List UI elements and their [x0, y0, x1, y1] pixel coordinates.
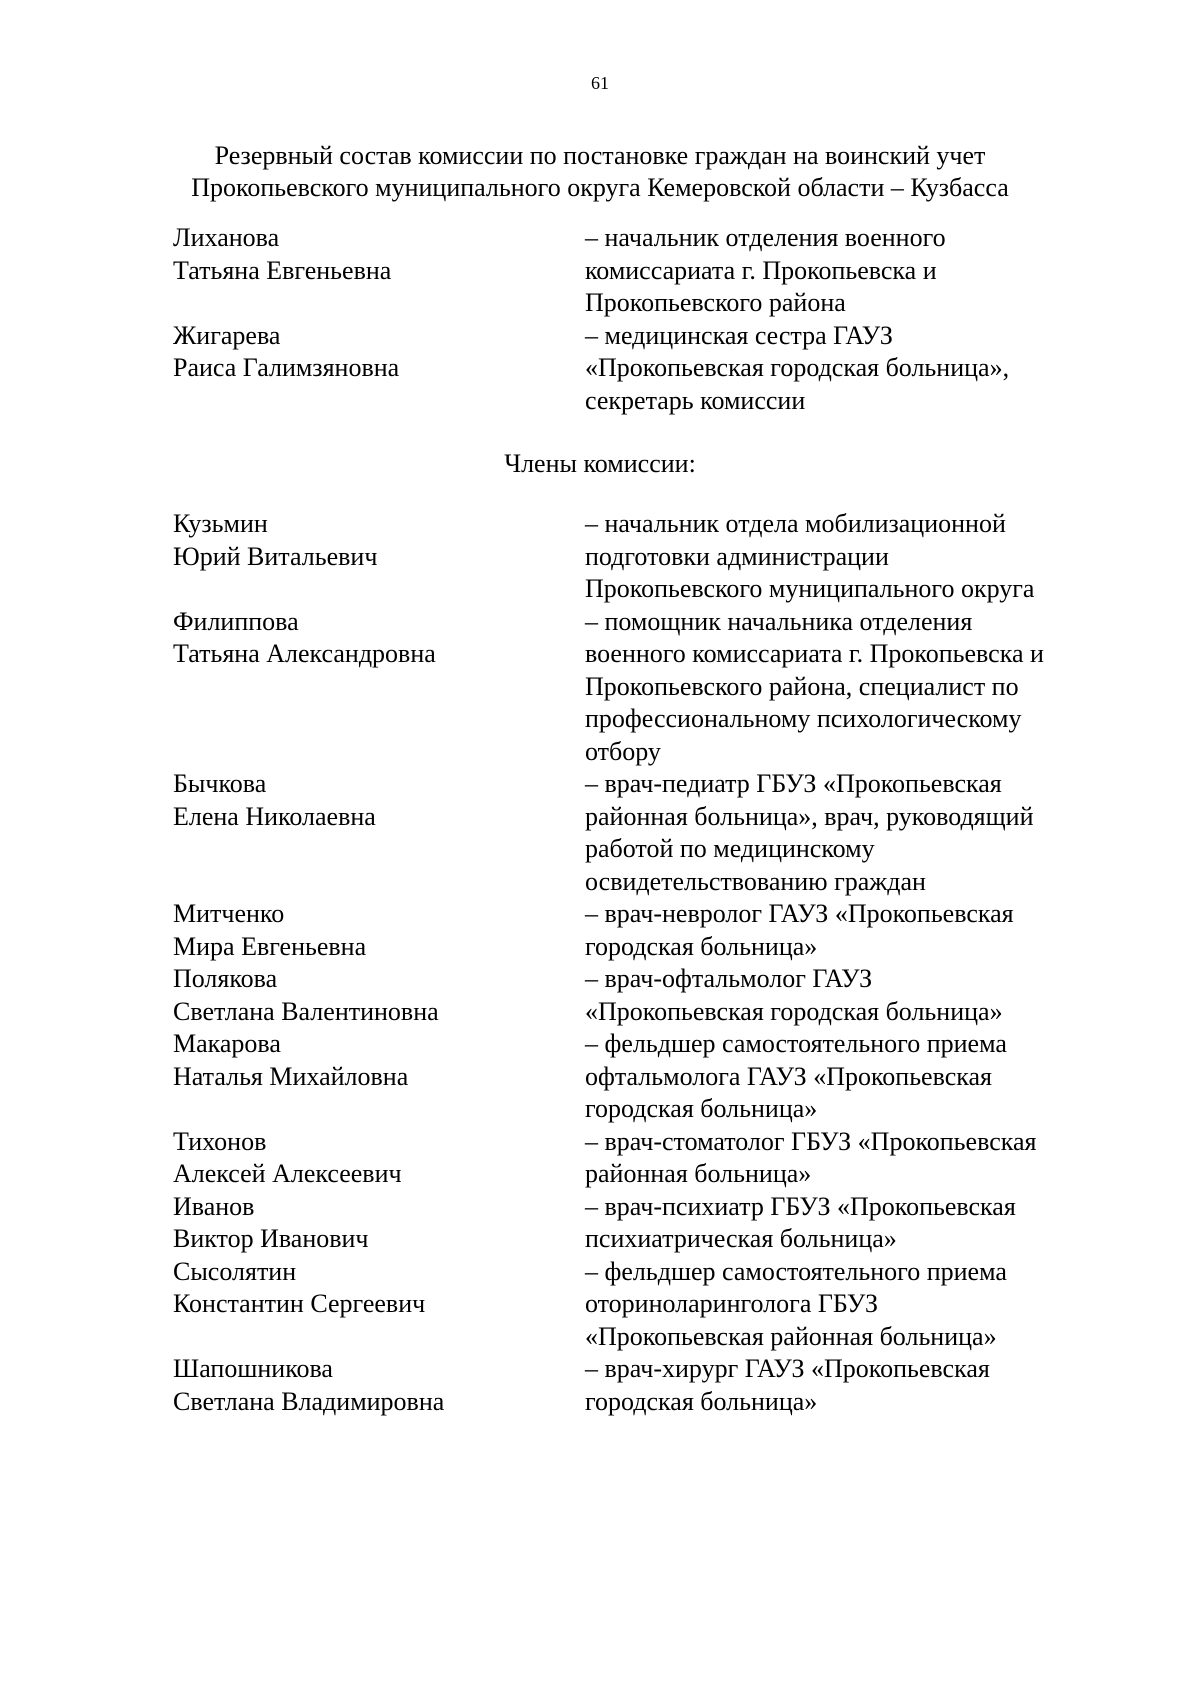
role-line: районная больница»: [585, 1159, 812, 1188]
person-name: [173, 1028, 585, 1126]
person-role: [585, 1028, 1108, 1126]
role-line: – врач-невролог ГАУЗ «Прокопьевская: [585, 899, 1014, 928]
role-line: «Прокопьевская городская больница»: [585, 996, 1003, 1026]
role-line: Прокопьевского района, специалист по: [585, 671, 1019, 701]
person-surname: Полякова: [173, 964, 278, 993]
title-line-2: Прокопьевского муниципального округа Кемеровской области – Кузбасса: [191, 173, 1009, 202]
person-name: [173, 320, 585, 418]
role-line: «Прокопьевская районная больница»: [585, 1321, 997, 1351]
members-heading: Члены комиссии:: [504, 449, 696, 478]
role-line: – врач-психиатр ГБУЗ «Прокопьевская: [585, 1191, 1016, 1221]
role-line: – фельдшер самостоятельного приема: [585, 1029, 1007, 1058]
person-given-name: Раиса Галимзяновна: [173, 353, 400, 382]
person-entry: [173, 1256, 1108, 1354]
title-line-1: Резервный состав комиссии по постановке граждан на воинский учет: [214, 141, 986, 170]
person-entry: [173, 320, 1108, 418]
role-line: профессиональному психологическому: [585, 704, 1022, 733]
document-title: [100, 140, 1100, 204]
role-line: – помощник начальника отделения: [585, 606, 973, 636]
person-entry: [173, 963, 1108, 1028]
person-name: [173, 963, 585, 1028]
person-surname: Кузьмин: [173, 509, 268, 538]
person-role: [585, 898, 1108, 963]
person-name: [173, 1353, 585, 1418]
person-role: [585, 1256, 1108, 1354]
person-surname: Шапошникова: [173, 1354, 333, 1383]
person-role: [585, 963, 1108, 1028]
person-entry: [173, 1353, 1108, 1418]
role-line: Прокопьевского муниципального округа: [585, 574, 1035, 603]
person-name: [173, 606, 585, 769]
person-surname: Тихонов: [173, 1126, 267, 1156]
person-given-name: Алексей Алексеевич: [173, 1159, 402, 1188]
role-line: – врач-хирург ГАУЗ «Прокопьевская: [585, 1354, 990, 1383]
person-role: [585, 222, 1108, 320]
person-entry: [173, 1126, 1108, 1191]
person-given-name: Наталья Михайловна: [173, 1061, 409, 1091]
person-surname: Филиппова: [173, 606, 299, 636]
person-given-name: Светлана Валентиновна: [173, 996, 439, 1026]
person-entry: [173, 898, 1108, 963]
role-line: отбору: [585, 736, 661, 766]
role-line: – врач-педиатр ГБУЗ «Прокопьевская: [585, 769, 1002, 798]
page-number: 61: [591, 73, 609, 93]
person-given-name: Светлана Владимировна: [173, 1386, 445, 1416]
person-entry: [173, 1028, 1108, 1126]
person-name: [173, 508, 585, 606]
role-line: освидетельствованию граждан: [585, 866, 926, 896]
role-line: работой по медицинскому: [585, 834, 875, 863]
person-entry: [173, 1191, 1108, 1256]
role-line: городская больница»: [585, 931, 818, 961]
person-given-name: Константин Сергеевич: [173, 1289, 426, 1318]
person-given-name: Мира Евгеньевна: [173, 931, 367, 961]
person-entry: [173, 768, 1108, 898]
role-line: – фельдшер самостоятельного приема: [585, 1256, 1007, 1286]
person-name: [173, 768, 585, 898]
role-line: – начальник отделения военного: [585, 223, 946, 252]
role-line: городская больница»: [585, 1094, 818, 1123]
person-entry: [173, 508, 1108, 606]
role-line: – врач-офтальмолог ГАУЗ: [585, 964, 873, 993]
role-line: Прокопьевского района: [585, 288, 846, 317]
role-line: районная больница», врач, руководящий: [585, 801, 1034, 831]
person-role: [585, 768, 1108, 898]
role-line: военного комиссариата г. Прокопьевска и: [585, 639, 1044, 668]
person-surname: Сысолятин: [173, 1256, 297, 1286]
person-surname: Лиханова: [173, 223, 280, 252]
role-line: – медицинская сестра ГАУЗ: [585, 320, 893, 350]
role-line: оториноларинголога ГБУЗ: [585, 1289, 878, 1318]
person-surname: Бычкова: [173, 769, 267, 798]
person-name: [173, 898, 585, 963]
person-name: [173, 1256, 585, 1354]
person-role: [585, 1353, 1108, 1418]
role-line: секретарь комиссии: [585, 385, 806, 415]
person-surname: Макарова: [173, 1029, 281, 1058]
person-given-name: Юрий Витальевич: [173, 541, 378, 571]
person-surname: Жигарева: [173, 320, 281, 350]
role-line: психиатрическая больница»: [585, 1224, 897, 1253]
person-given-name: Елена Николаевна: [173, 801, 376, 831]
role-line: «Прокопьевская городская больница»,: [585, 353, 1010, 382]
person-role: [585, 508, 1108, 606]
members-list: [173, 508, 1108, 1418]
person-role: [585, 1191, 1108, 1256]
person-role: [585, 1126, 1108, 1191]
role-line: – врач-стоматолог ГБУЗ «Прокопьевская: [585, 1126, 1037, 1156]
person-name: [173, 222, 585, 320]
person-role: [585, 606, 1108, 769]
person-given-name: Виктор Иванович: [173, 1224, 369, 1253]
role-line: подготовки администрации: [585, 541, 889, 571]
person-name: [173, 1191, 585, 1256]
person-name: [173, 1126, 585, 1191]
role-line: – начальник отдела мобилизационной: [585, 509, 1006, 538]
role-line: городская больница»: [585, 1386, 818, 1416]
person-surname: Митченко: [173, 899, 285, 928]
person-surname: Иванов: [173, 1191, 255, 1221]
leadership-list: [173, 222, 1108, 417]
person-entry: [173, 222, 1108, 320]
person-given-name: Татьяна Евгеньевна: [173, 255, 392, 285]
role-line: офтальмолога ГАУЗ «Прокопьевская: [585, 1061, 992, 1091]
person-entry: [173, 606, 1108, 769]
person-role: [585, 320, 1108, 418]
person-given-name: Татьяна Александровна: [173, 639, 436, 668]
role-line: комиссариата г. Прокопьевска и: [585, 255, 937, 285]
